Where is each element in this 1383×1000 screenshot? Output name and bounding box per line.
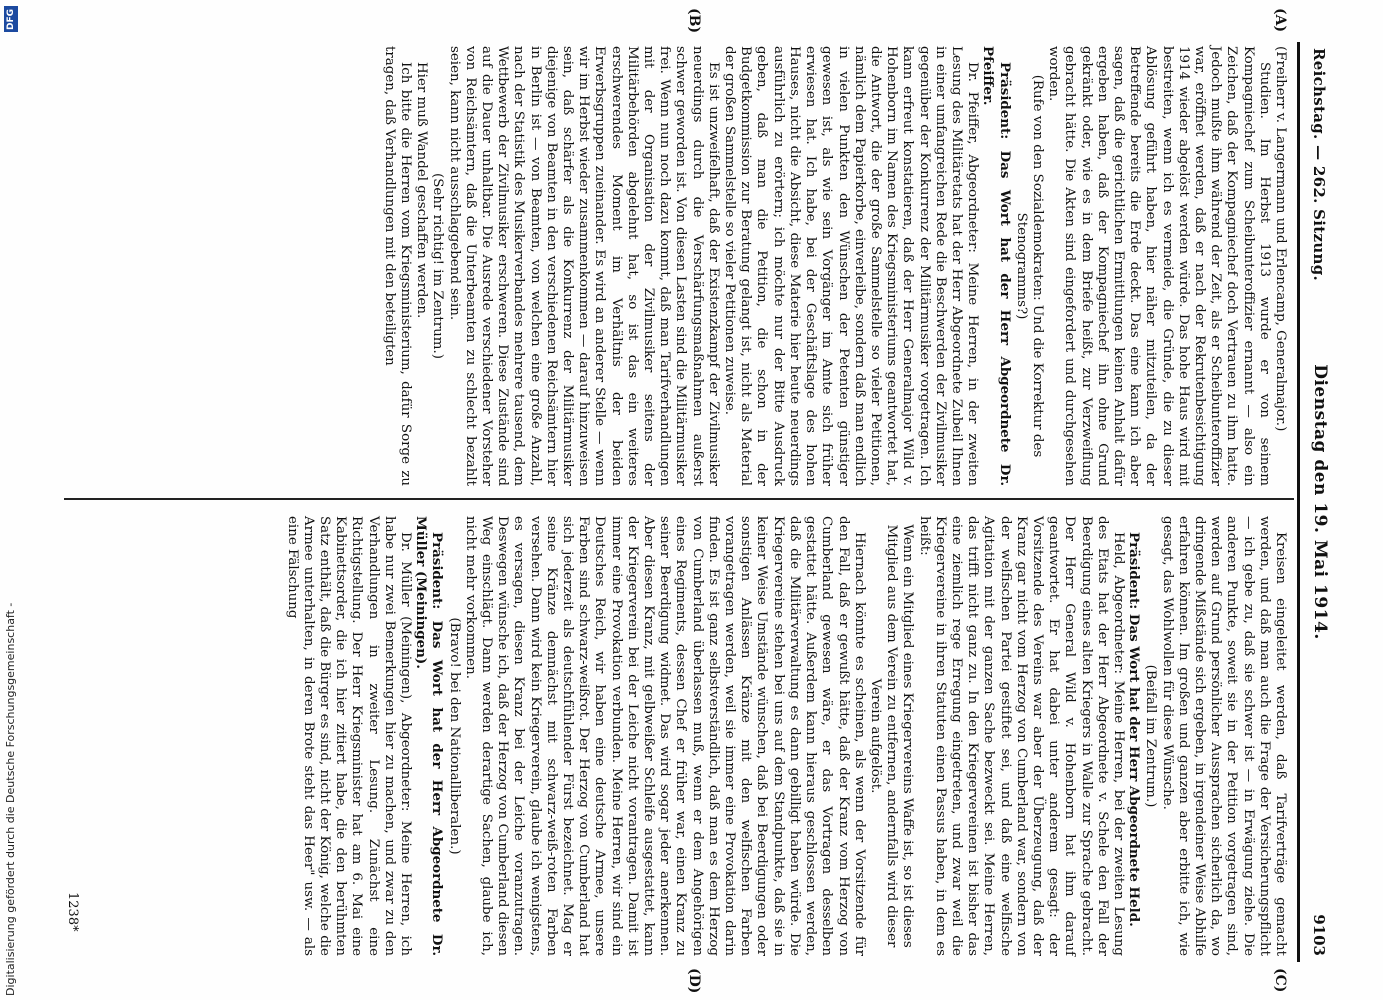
left-column-paragraph: (Rufe von den Sozialdemokraten: Und die Korrektur des Stenogramms?) [1013, 74, 1045, 458]
rotated-print [52, 8, 1342, 994]
column-divider [64, 498, 1294, 500]
left-column-paragraph: Studien. Im Herbst 1913 wurde er von seinem Kompagniechef zum Scheibunteroffizier ernannt — also ein Zeichen, daß der Kompagniechef doch Vertrauen zu ihm hatte. Jedoch mußte ihm während der Zeit, als er Scheibunteroffizier war, eröffnet werden, daß er nach der Rekrutenbesichtigung 1914 wieder abgelöst werden würde. Das hohe Haus wird mit bestreiten, wenn ich es vermeide, die Gründe, die zu dieser Ablösung geführt haben, hier näher mitzuteilen, da der Betreffende bereits die Erde deckt. Das eine kann ich aber sagen, daß die gerichtlichen Ermittlungen keinen Anhalt dafür ergeben haben, daß der Kompagniechef ihn ohne Grund gekränkt oder, wie es in dem Briefe heißt, zur Verzweiflung gebracht hätte. Die Akten sind eingefordert und durchgesehen worden. [1046, 46, 1272, 486]
header-date: Dienstag den 19. Mai 1914. [1310, 364, 1330, 640]
right-column-paragraph: Präsident: Das Wort hat der Herr Abgeordnete Dr. Müller (Meiningen). [413, 516, 446, 956]
margin-marker-c: (C) [1272, 968, 1288, 993]
page-number: 9103 [1310, 914, 1328, 956]
left-column-paragraph: (Sehr richtig! im Zentrum.) [430, 173, 446, 359]
left-column-paragraph: Es ist unzweifelhaft, daß der Existenzkampf der Zivilmusiker neuerdings durch die Verschärfungsmaßnahmen außerst schwer geworden ist. Von diesen Lasten sind die Militärmusiker frei. Wenn nun noch dazu kommt, daß man Tarifverhandlungen mit der Organisation der Zivilmusiker seitens der Militärbehörden abgelehnt hat, so ist das ein weiteres erschwerendes Moment im Verhältnis der beiden Erwerbsgruppen zueinander. Es wird an anderer Stelle — wenn wir im Herbst wieder zusammenkommen — darauf hinzuweisen sein, daß schärfer als die Konkurrenz der Militärmusiker diejenige von Beamten in den verschiedenen Reichsämtern hier in Berlin ist — von Beamten, von welchen eine große Anzahl, nach der Statistik des Musikerverbandes mehrere tausend, dem Wettbewerb der Zivilmusiker erschweren. Diese Zustände sind auf die Dauer unhaltbar. Die Ausrede verschiedener Vorsteher von Reichsämtern, daß die Unterbeamten zu schlecht bezahlt seien, kann nicht ausschlaggebend sein. [446, 46, 721, 486]
right-column-paragraph: Hiernach könnte es scheinen, als wenn der Vorsitzende für den Fall, daß er gewußt hätte, daß der Kranz vom Herzog von Cumberland gewesen wäre, er das Vortragen desselben gestattet hätte. Außerdem kann hieraus geschlossen werden, daß die Militärverwaltung es dann gebilligt haben würde. Die Kriegervereine stehen bei uns auf dem Standpunkte, daß sie in keiner Weise Umstände wünschen, daß bei Beerdigungen oder sonstigen Anlässen Kränze mit den welfischen Farben vorangetragen werden, weil sie immer eine Provokation darin finden. Es ist ganz selbstverständlich, daß man es dem Herzog von Cumberland überlassen muß, wenn er dem Angehörigen eines Regiments, dessen Chef er früher war, einen Kranz zu seiner Beerdigung widmet. Das wird sogar jeder anerkennen. Aber diesen Kranz, mit gelbweißer Schleife ausgestattet, kann der Kriegerverein bei der Leiche nicht vorantragen. Damit ist immer eine Provokation verbunden. Meine Herren, wir sind ein Deutsches Reich, wir haben eine deutsche Armee, unsere Farben sind schwarz-weißrot. Der Herzog von Cumberland hat sich jederzeit als deutschfühlender Fürst bezeichnet. Mag er seine Kränze demnächst mit schwarz-weiß-roten Farben versehen. Dann wird kein Kriegerverein, glaube ich wenigstens, es versagen, diesen Kranz bei der Leiche voranzutragen. Deswegen wünsche ich, daß der Herzog von Cumberland diesen Weg einschlägt. Dann werden derartige Sachen, glaube ich, nicht mehr vorkommen. [462, 516, 867, 956]
running-header [1302, 42, 1342, 962]
right-column-paragraph: Präsident: Das Wort hat der Herr Abgeordnete Held. [1126, 532, 1143, 927]
left-column-paragraph: Hier muß Wandel geschaffen werden. [414, 62, 430, 319]
margin-marker-d: (D) [686, 968, 702, 994]
dfg-footer [2, 0, 20, 1000]
left-column [381, 46, 1288, 486]
right-column-paragraph: (Beifall im Zentrum.) [1143, 664, 1159, 808]
left-column-paragraph: Ich bitte die Herren vom Kriegsministerium, dafür Sorge zu tragen, daß Verhandlungen mit den beteiligten [381, 46, 414, 486]
right-column-paragraph: Wenn ein Mitglied eines Kriegervereins Waffe ist, so ist dieses Mitglied aus dem Verein zu entfernen, andernfalls wird dieser Verein aufgelöst. [867, 524, 916, 948]
right-column-paragraph: Kreisen eingeleitet werden, daß Tarifverträge gemacht werden, und daß man auch die Frage der Versicherungspflicht — ich gebe zu, daß sie schwer ist — in Erwägung ziehe. Die anderen Punkte, soweit sie in der Petition vorgetragen sind, werden auf Grund persönlicher Aussprachen sicherlich da, wo dringende Mißstände sich ergeben, in irgendeiner Weise Abhilfe erfahren können. Im großen und ganzen aber erbitte ich, wie gesagt, das Wohlwollen für diese Wünsche. [1159, 516, 1288, 956]
left-column-paragraph: (Freiherr v. Langermann und Erlencamp, Generalmajor.) [1273, 46, 1288, 432]
right-column [283, 516, 1288, 956]
right-column-paragraph: (Bravo! bei den Nationalliberalen.) [446, 617, 462, 855]
margin-marker-a: (A) [1272, 8, 1288, 33]
margin-marker-b: (B) [686, 8, 702, 34]
right-column-paragraph: Held, Abgeordneter: Meine Herren, bei der zweiten Lesung des Etats hat der Herr Abgeordnete v. Schele den Fall der Beerdigung eines alten Kriegers in Walle zur Sprache gebracht. Der Herr General Wild v. Hohenborn hat ihm darauf geantwortet. Er hat dabei unter anderem gesagt: der Vorsitzende des Vereins war aber der Überzeugung, daß der Kranz gar nicht vom Herzog von Cumberland war, sondern von der welfischen Partei gestiftet sei, und daß eine welfische Agitation mit der ganzen Sache bezweckt sei. Meine Herren, das trifft nicht ganz zu. In den Kriegervereinen ist bisher das eine ziemlich rege Erregung eingetreten, und zwar weil die Kriegervereine in ihren Statuten einen Passus haben, in dem es heißt: [916, 516, 1126, 956]
dfg-logo [4, 6, 18, 32]
sheet-number: 1238* [65, 892, 80, 932]
header-left: Reichstag. — 262. Sitzung. [1310, 48, 1328, 282]
footer-text: Digitalisierung gefördert durch die Deutsche Forschungsgemeinschaft - [4, 602, 17, 996]
dfg-logo-text: DFG [6, 8, 16, 30]
left-column-paragraph: Präsident: Das Wort hat der Herr Abgeordnete Dr. Pfeiffer. [980, 46, 1013, 486]
left-column-paragraph: Dr. Pfeiffer, Abgeordneter: Meine Herren, in der zweiten Lesung des Militäretats hat der Herr Abgeordnete Zubeil Ihnen in einer umfangreichen Rede die Beschwerden der Zivilmusiker gegenüber der Konkurrenz der Militärmusiker vorgetragen. Ich kann erfreut konstatieren, daß der Herr Generalmajor Wild v. Hohenborn im Namen des Kriegsministeriums geantwortet hat, die Antwort, die der große Sammelstelle so vieler Petitionen, nämlich dem Papierkorbe, einverleibe, sondern daß man endlich in vielen Punkten den Wünschen der Petenten günstiger gewesen ist, als wie sein Vorgänger im Amte sich früher erwiesen hat. Ich habe, bei der Geschäftslage des hohen Hauses, nicht die Absicht, diese Materie hier heute neuerdings ausführlich zu erörtern; ich möchte nur der Bitte Ausdruck geben, daß man die Petition, die schon in der Budgetkommission zur Beratung gelangt ist, nicht als Material der großen Sammelstelle so vieler Petitionen zuweise. [722, 46, 981, 486]
header-rule [1297, 42, 1300, 962]
right-column-paragraph: Dr. Müller (Meiningen), Abgeordneter: Meine Herren, ich habe nur zwei Bemerkungen hier zu machen, und zwar zu den Verhandlungen in zweiter Lesung. Zunächst eine Richtigstellung. Der Herr Kriegsminister hat am 6. Mai eine Kabinettsorder, die ich hier zitiert habe, die den berühmten Satz enthält, daß die Bürger es sind, nicht der König, welche die Armee unterhalten, in deren Brote steht das Heer" usw. — als eine Fälschung [284, 516, 414, 956]
